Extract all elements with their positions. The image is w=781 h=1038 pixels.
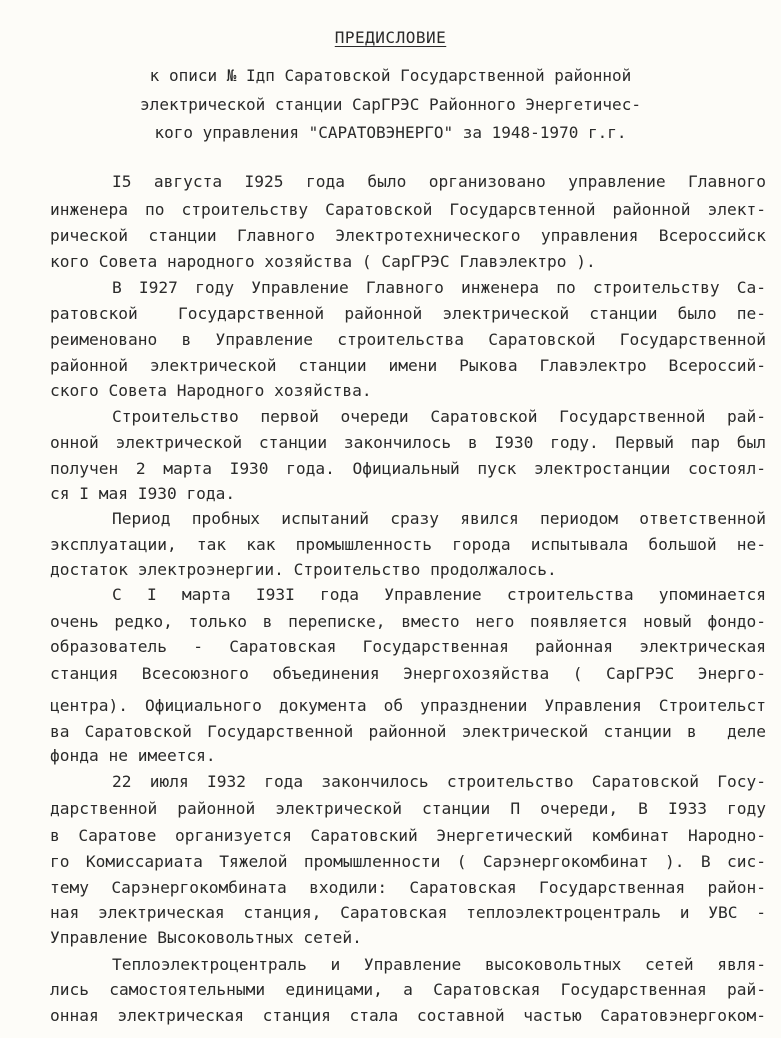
subtitle-line: к описи № Iдп Саратовской Государственной районной (149, 66, 632, 85)
body-line: районной электрической станции имени Рыкова Главэлектро Всероссий- (50, 356, 766, 375)
body-line: ского Совета Народного хозяйства. (50, 381, 372, 400)
body-line: лись самостоятельными единицами, а Саратовская Государственная рай- (50, 980, 766, 999)
body-line: ся I мая I930 года. (50, 484, 236, 503)
body-line: получен 2 марта I930 года. Официальный пуск электростанции состоял- (50, 459, 766, 478)
body-line: тему Сарэнергокомбината входили: Саратовская Государственная район- (50, 878, 766, 897)
body-line: Управление Высоковольтных сетей. (50, 928, 362, 947)
body-line: реименовано в Управление строительства Саратовской Государственной (50, 330, 766, 349)
body-line: ратовской Государственной районной электрической станции было пе- (50, 304, 766, 323)
body-line: ная электрическая станция, Саратовская теплоэлектроцентраль и УВС - (50, 903, 766, 922)
body-line: образователь - Саратовская Государственная районная электрическая (50, 637, 766, 656)
body-line: Строительство первой очереди Саратовской Государственной рай- (112, 407, 766, 426)
subtitle-line: кого управления "САРАТОВЭНЕРГО" за 1948-1970 г.г. (154, 123, 627, 142)
body-line: центра). Официального документа об упразднении Управления Строительст (50, 696, 766, 715)
body-line: Период пробных испытаний сразу явился периодом ответственной (112, 509, 766, 528)
body-line: В I927 году Управление Главного инженера по строительству Са- (112, 278, 766, 297)
subtitle-line: электрической станции СарГРЭС Районного Энергетичес- (140, 95, 641, 114)
body-line: эксплуатации, так как промышленность города испытывала большой не- (50, 535, 766, 554)
body-line: очень редко, только в переписке, вместо него появляется новый фондо- (50, 612, 766, 631)
body-line: в Саратове организуется Саратовский Энергетический комбинат Народно- (50, 826, 766, 845)
body-line: инженера по строительству Саратовской Государсвтенной районной элект- (50, 200, 766, 219)
body-line: I5 августа I925 года было организовано управление Главного (112, 172, 766, 191)
body-line: ва Саратовской Государственной районной электрической станции в деле (50, 722, 766, 741)
body-line: кого Совета народного хозяйства ( СарГРЭС Главэлектро ). (50, 252, 596, 271)
document-title: ПРЕДИСЛОВИЕ (334, 28, 447, 47)
body-line: 22 июля I932 года закончилось строительство Саратовской Госу- (112, 772, 766, 791)
body-line: фонда не имеется. (50, 746, 216, 765)
body-line: онной электрической станции закончилось в I930 году. Первый пар был (50, 433, 766, 452)
body-line: го Комиссариата Тяжелой промышленности ( Сарэнергокомбинат ). В сис- (50, 852, 766, 871)
body-line: достаток электроэнергии. Строительство продолжалось. (50, 560, 557, 579)
body-line: С I марта I93I года Управление строительства упоминается (112, 585, 766, 604)
body-line: онная электрическая станция стала составной частью Саратовэнергоком- (50, 1006, 766, 1025)
body-line: станция Всесоюзного объединения Энергохозяйства ( СарГРЭС Энерго- (50, 664, 766, 683)
body-line: рической станции Главного Электротехнического управления Всероссийск (50, 226, 766, 245)
body-line: Теплоэлектроцентраль и Управление высоковольтных сетей явля- (112, 955, 766, 974)
body-line: дарственной районной электрической станции П очереди, В I933 году (50, 799, 766, 818)
